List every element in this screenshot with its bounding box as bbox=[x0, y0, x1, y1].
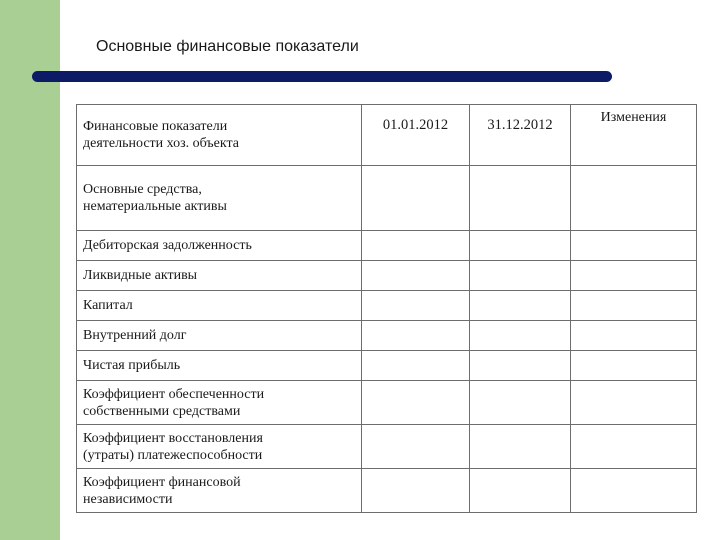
cell-change bbox=[571, 321, 697, 351]
row-label: Коэффициент финансовой независимости bbox=[77, 469, 362, 513]
table-row bbox=[77, 231, 697, 261]
cell-change bbox=[571, 425, 697, 469]
cell-start bbox=[362, 469, 470, 513]
cell-start bbox=[362, 351, 470, 381]
row-label: Коэффициент обеспеченности собственными средствами bbox=[77, 381, 362, 425]
cell-change bbox=[571, 351, 697, 381]
table-row bbox=[77, 166, 697, 231]
cell-end bbox=[470, 469, 571, 513]
cell-end bbox=[470, 261, 571, 291]
financial-indicators-table bbox=[76, 104, 697, 513]
table-row bbox=[77, 321, 697, 351]
cell-end bbox=[470, 166, 571, 231]
cell-end bbox=[470, 321, 571, 351]
cell-change bbox=[571, 231, 697, 261]
row-label: Капитал bbox=[77, 291, 362, 321]
title-underline bbox=[32, 71, 612, 82]
table-row bbox=[77, 351, 697, 381]
cell-start bbox=[362, 166, 470, 231]
cell-start bbox=[362, 231, 470, 261]
slide-title: Основные финансовые показатели bbox=[96, 38, 359, 55]
cell-start bbox=[362, 425, 470, 469]
table-row bbox=[77, 261, 697, 291]
cell-start bbox=[362, 291, 470, 321]
cell-end bbox=[470, 351, 571, 381]
cell-change bbox=[571, 469, 697, 513]
table-row bbox=[77, 381, 697, 425]
cell-change bbox=[571, 261, 697, 291]
cell-end bbox=[470, 425, 571, 469]
header-indicators: Финансовые показатели деятельности хоз. объекта bbox=[77, 105, 362, 166]
cell-end bbox=[470, 381, 571, 425]
header-changes: Изменения bbox=[571, 105, 697, 166]
cell-change bbox=[571, 381, 697, 425]
table-row bbox=[77, 291, 697, 321]
row-label: Чистая прибыль bbox=[77, 351, 362, 381]
cell-start bbox=[362, 381, 470, 425]
row-label: Ликвидные активы bbox=[77, 261, 362, 291]
cell-start bbox=[362, 261, 470, 291]
table-row bbox=[77, 425, 697, 469]
row-label: Коэффициент восстановления (утраты) платежеспособности bbox=[77, 425, 362, 469]
row-label: Дебиторская задолженность bbox=[77, 231, 362, 261]
header-date-start: 01.01.2012 bbox=[362, 105, 470, 166]
row-label: Основные средства, нематериальные активы bbox=[77, 166, 362, 231]
cell-change bbox=[571, 166, 697, 231]
cell-start bbox=[362, 321, 470, 351]
row-label: Внутренний долг bbox=[77, 321, 362, 351]
header-date-end: 31.12.2012 bbox=[470, 105, 571, 166]
cell-end bbox=[470, 231, 571, 261]
table-row bbox=[77, 469, 697, 513]
cell-end bbox=[470, 291, 571, 321]
table-header-row bbox=[77, 105, 697, 166]
cell-change bbox=[571, 291, 697, 321]
